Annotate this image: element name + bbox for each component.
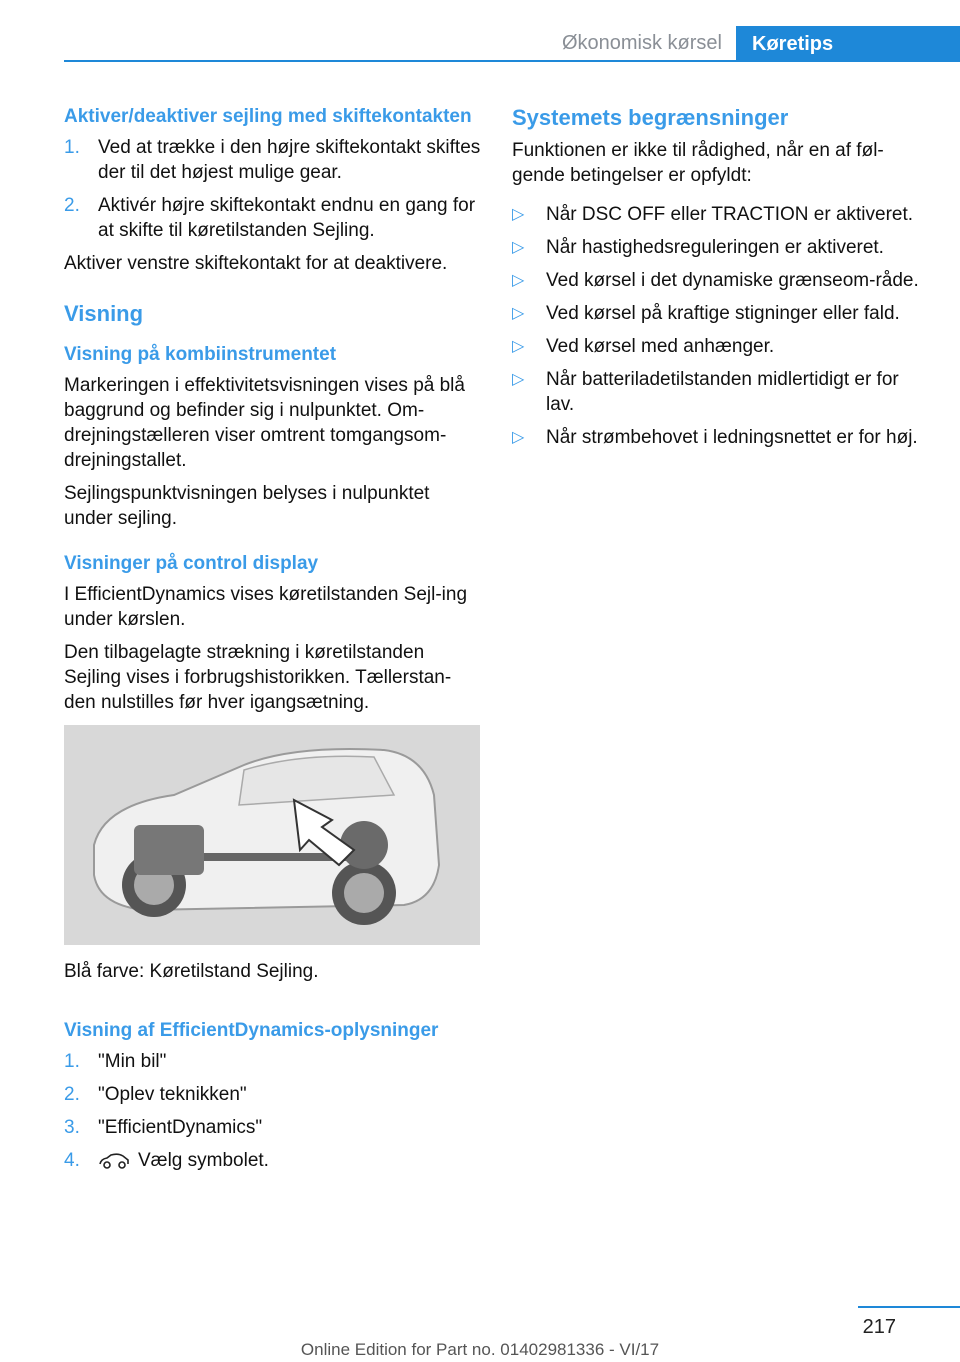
edition-footer: Online Edition for Part no. 01402981336 - VI/17 [300,1340,660,1359]
car-drivetrain-figure [64,725,480,945]
limits-intro: Funktionen er ikke til rådighed, når en af føl-gende betingelser er opfyldt: [512,140,884,186]
limit-text: Ved kørsel i det dynamiske grænseom-råde. [546,270,919,291]
list-item [64,1148,482,1177]
step-text: Ved at trække i den højre skiftekontakt skiftes der til det højest mulige gear. [98,137,481,183]
control-heading: Visninger på control display [64,553,319,574]
limit-text: Når batteriladetilstanden midlertidigt er for lav. [546,369,899,415]
step-number: 2. [64,195,80,216]
activate-heading: Aktiver/deaktiver sejling med skiftekontakten [64,106,472,127]
list-item [64,1115,482,1140]
list-item [512,268,932,293]
kombi-heading: Visning på kombiinstrumentet [64,344,337,365]
left-column [64,104,482,1185]
triangle-bullet-icon: ▷ [512,239,525,256]
triangle-bullet-icon: ▷ [512,429,525,446]
triangle-bullet-icon: ▷ [512,272,525,289]
step-number: 1. [64,1051,80,1072]
car-icon[interactable] [98,1152,130,1177]
kombi-paragraph-2: Sejlingspunktvisningen belyses i nulpunktet under sejling. [64,483,430,529]
activate-steps [64,135,482,243]
triangle-bullet-icon: ▷ [512,338,525,355]
triangle-bullet-icon: ▷ [512,371,525,388]
footer-rule [858,1306,960,1308]
ed-steps [64,1049,482,1177]
limits-heading: Systemets begrænsninger [512,105,789,130]
list-item [512,301,932,326]
step-number: 4. [64,1150,80,1171]
step-text[interactable]: "Min bil" [98,1051,167,1072]
car-illustration [64,725,480,945]
step-number: 1. [64,137,80,158]
list-item [512,425,932,450]
list-item [512,202,932,227]
list-item [512,235,932,260]
list-item [64,1049,482,1074]
step-number: 3. [64,1117,80,1138]
tab-chapter[interactable]: Køretips [736,26,960,62]
deactivate-text: Aktiver venstre skiftekontakt for at deaktivere. [64,253,448,274]
control-paragraph-1: I EfficientDynamics vises køretilstanden Sejl-ing under kørslen. [64,584,468,630]
page-number: 217 [862,1316,896,1338]
step-text: Vælg symbolet. [138,1150,269,1171]
list-item [64,1082,482,1107]
figure-caption: Blå farve: Køretilstand Sejling. [64,961,319,982]
tab-section[interactable]: Økonomisk kørsel [561,32,722,54]
step-number: 2. [64,1084,80,1105]
step-text[interactable]: "Oplev teknikken" [98,1084,247,1105]
limit-text: Ved kørsel på kraftige stigninger eller fald. [546,303,900,324]
list-item [64,193,482,243]
limits-list [512,202,932,450]
control-paragraph-2: Den tilbagelagte strækning i køretilstanden Sejling vises i forbrugshistorikken. Tællerstan-den nulstilles før hver igangsætning. [64,642,452,713]
step-text[interactable]: "EfficientDynamics" [98,1117,263,1138]
list-item [64,135,482,185]
step-text: Aktivér højre skiftekontakt endnu en gang for at skifte til køretilstanden Sejling. [98,195,476,241]
visning-heading: Visning [64,301,144,326]
triangle-bullet-icon: ▷ [512,206,525,223]
limit-text: Når DSC OFF eller TRACTION er aktiveret. [546,204,914,225]
limit-text: Når hastighedsreguleringen er aktiveret. [546,237,884,258]
kombi-paragraph-1: Markeringen i effektivitetsvisningen vises på blå baggrund og befinder sig i nulpunktet. Om-drejningstælleren viser omtrent tomgangsom-drejningstallet. [64,375,465,471]
limit-text: Ved kørsel med anhænger. [546,336,775,357]
list-item [512,367,932,417]
triangle-bullet-icon: ▷ [512,305,525,322]
limit-text: Når strømbehovet i ledningsnettet er for høj. [546,427,918,448]
list-item [512,334,932,359]
right-column [512,104,932,458]
ed-heading: Visning af EfficientDynamics-oplysninger [64,1020,439,1041]
